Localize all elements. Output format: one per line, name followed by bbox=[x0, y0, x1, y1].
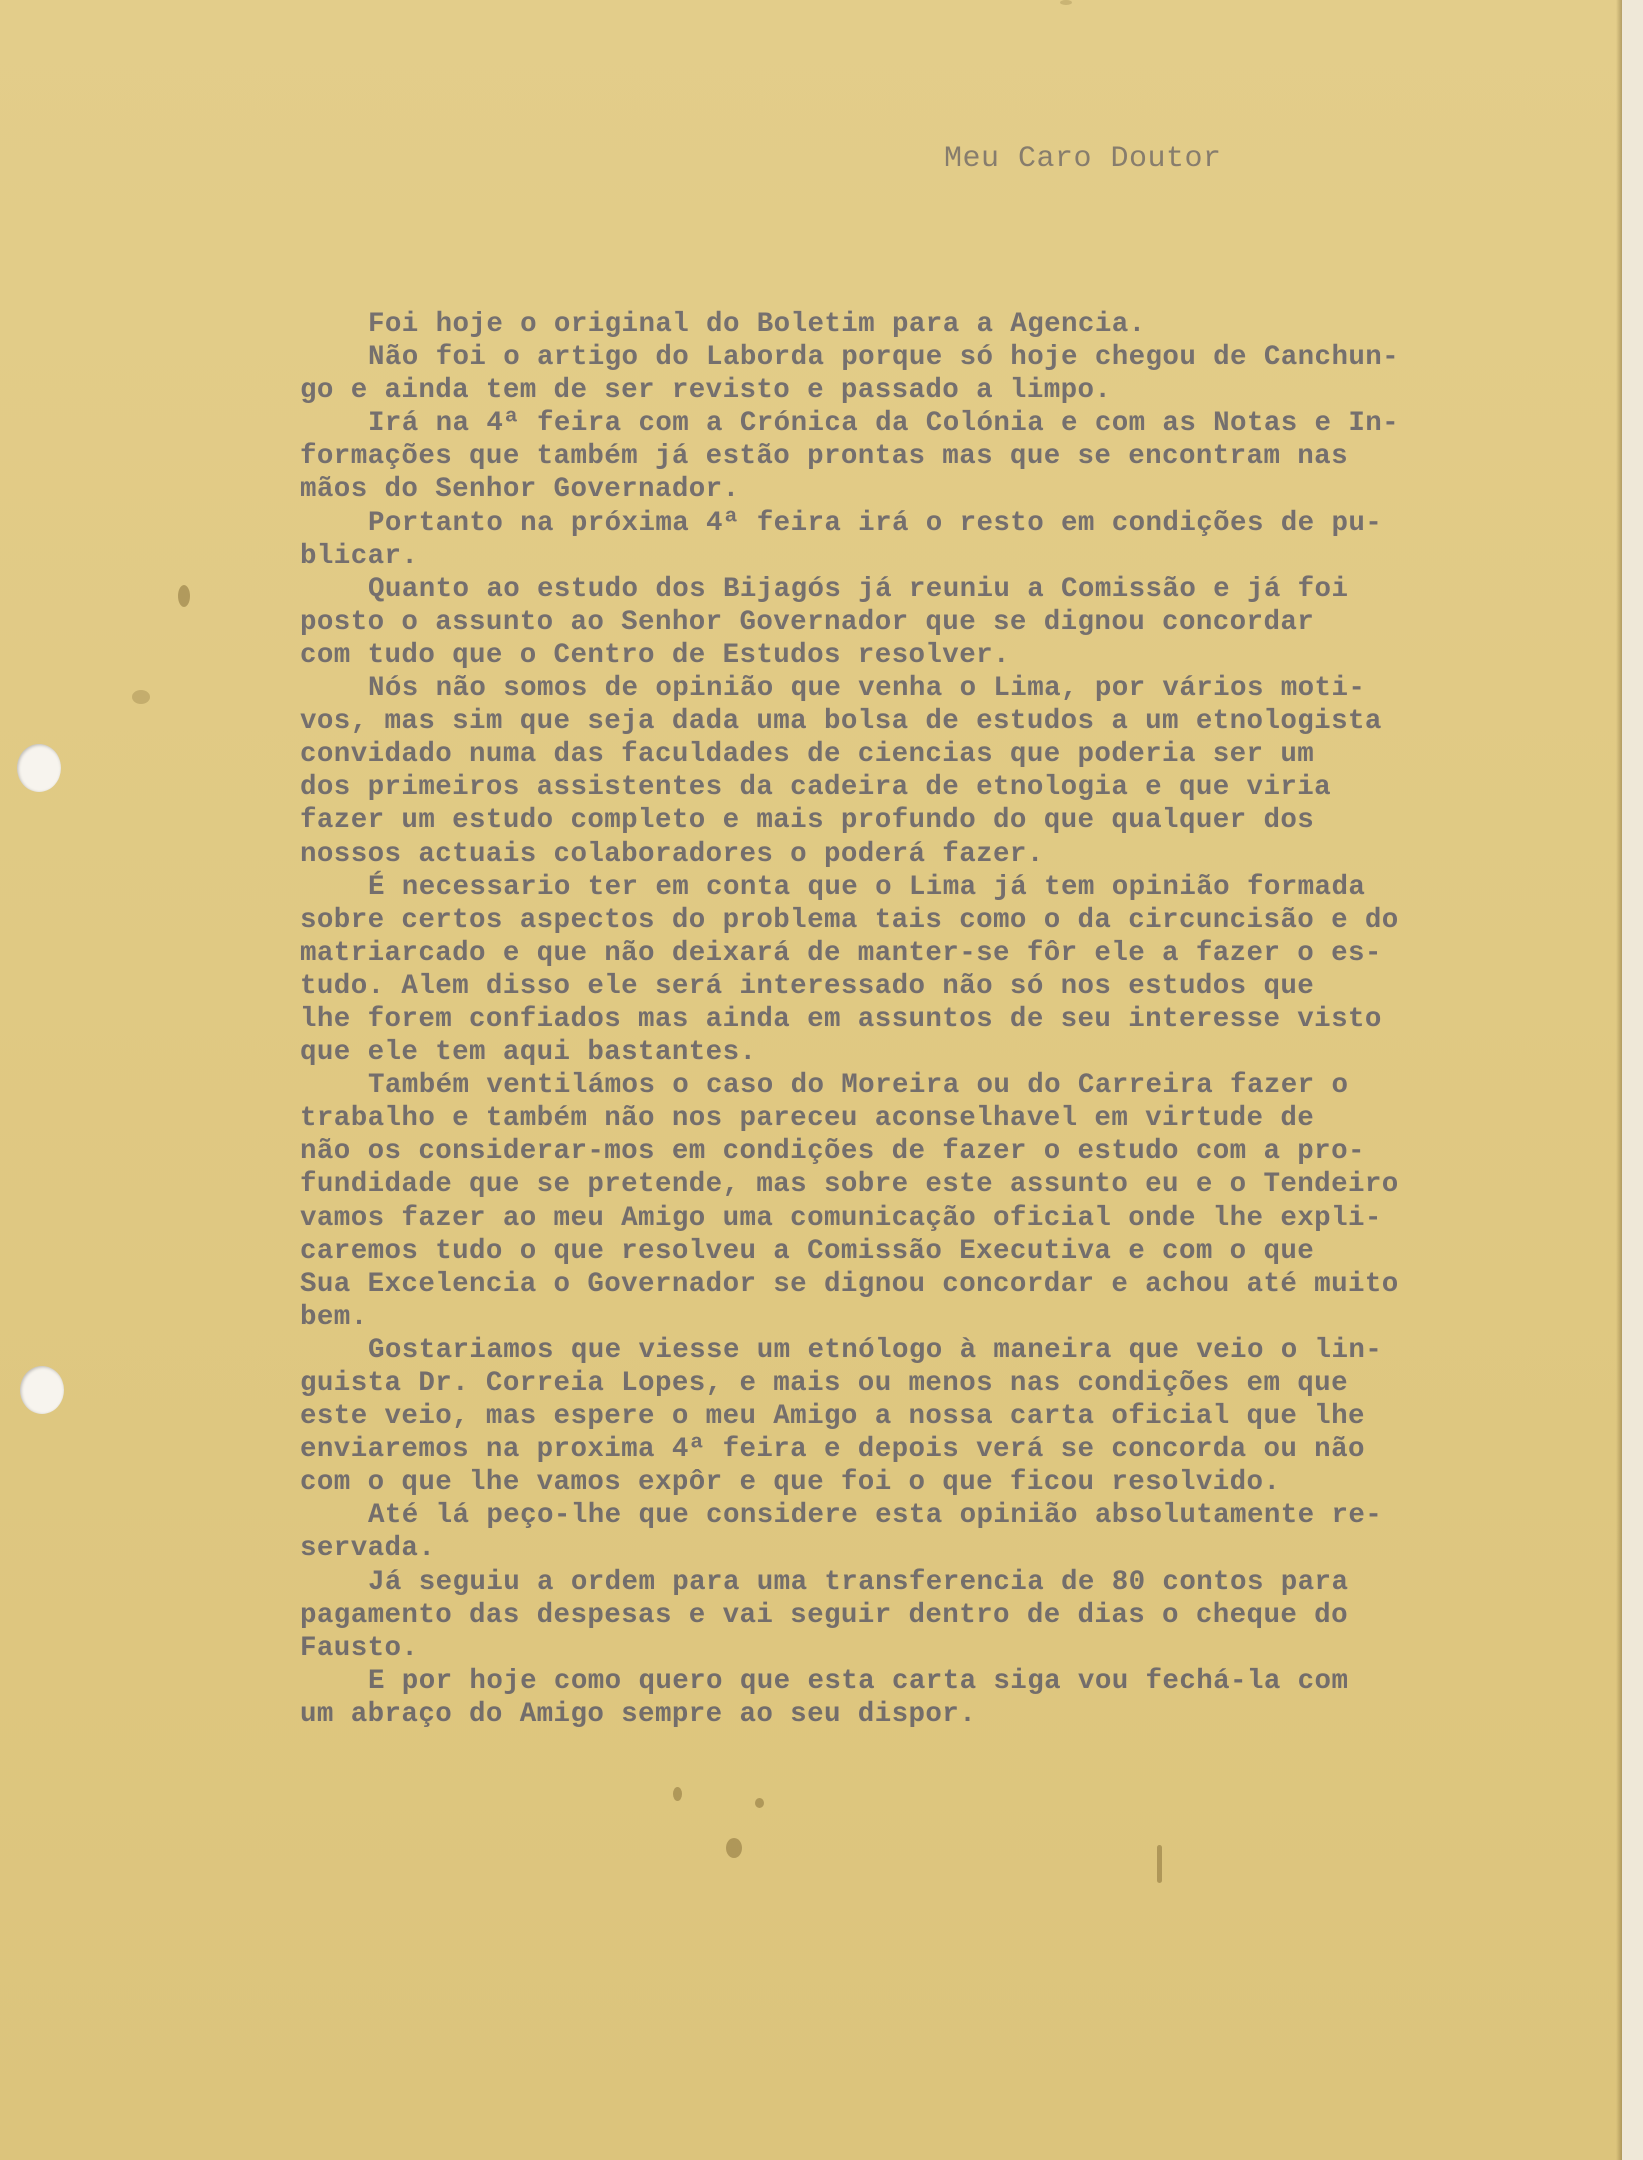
letter-line: bem. bbox=[300, 1301, 368, 1333]
letter-line: Não foi o artigo do Laborda porque só hoje chegou de Canchun- bbox=[368, 342, 1400, 374]
letter-line: servada. bbox=[300, 1533, 436, 1565]
letter-line: lhe forem confiados mas ainda em assuntos de seu interesse visto bbox=[300, 1003, 1382, 1035]
letter-line: dos primeiros assistentes da cadeira de etnologia e que viria bbox=[300, 772, 1332, 804]
letter-line: Sua Excelencia o Governador se dignou concordar e achou até muito bbox=[300, 1268, 1399, 1300]
letter-line: Também ventilámos o caso do Moreira ou do Carreira fazer o bbox=[368, 1070, 1349, 1102]
salutation: Meu Caro Doutor bbox=[944, 142, 1222, 176]
letter-line: vos, mas sim que seja dada uma bolsa de estudos a um etnologista bbox=[300, 706, 1382, 738]
letter-line: não os considerar-mos em condições de fazer o estudo com a pro- bbox=[300, 1136, 1365, 1168]
punch-hole bbox=[17, 744, 61, 792]
letter-line: Gostariamos que viesse um etnólogo à maneira que veio o lin- bbox=[368, 1334, 1383, 1366]
letter-line: Já seguiu a ordem para uma transferencia de 80 contos para bbox=[368, 1566, 1349, 1598]
letter-line: nossos actuais colaboradores o poderá fazer. bbox=[300, 838, 1044, 870]
letter-line: com o que lhe vamos expôr e que foi o que ficou resolvido. bbox=[300, 1467, 1281, 1499]
scan-background-strip bbox=[1622, 0, 1643, 2160]
letter-line: convidado numa das faculdades de ciencias que poderia ser um bbox=[300, 739, 1315, 771]
ink-stain bbox=[1157, 1845, 1162, 1883]
letter-line: trabalho e também não nos pareceu aconselhavel em virtude de bbox=[300, 1103, 1315, 1135]
letter-line: fundidade que se pretende, mas sobre este assunto eu e o Tendeiro bbox=[300, 1169, 1399, 1201]
ink-stain bbox=[132, 690, 150, 704]
letter-line: Irá na 4ª feira com a Crónica da Colónia e com as Notas e In- bbox=[368, 408, 1400, 440]
letter-line: Portanto na próxima 4ª feira irá o resto em condições de pu- bbox=[368, 507, 1383, 539]
letter-line: pagamento das despesas e vai seguir dentro de dias o cheque do bbox=[300, 1599, 1348, 1631]
letter-line: Foi hoje o original do Boletim para a Agencia. bbox=[368, 309, 1146, 340]
letter-line: matriarcado e que não deixará de manter-se fôr ele a fazer o es- bbox=[300, 937, 1382, 969]
letter-body bbox=[300, 308, 1600, 1731]
letter-line: tudo. Alem disso ele será interessado não só nos estudos que bbox=[300, 970, 1315, 1002]
punch-hole bbox=[20, 1366, 64, 1414]
letter-line: um abraço do Amigo sempre ao seu dispor. bbox=[300, 1698, 977, 1730]
letter-line: posto o assunto ao Senhor Governador que se dignou concordar bbox=[300, 606, 1315, 638]
letter-line: vamos fazer ao meu Amigo uma comunicação oficial onde lhe expli- bbox=[300, 1202, 1382, 1234]
letter-line: sobre certos aspectos do problema tais como o da circuncisão e do bbox=[300, 904, 1399, 936]
letter-line: mãos do Senhor Governador. bbox=[300, 474, 740, 506]
letter-line: que ele tem aqui bastantes. bbox=[300, 1037, 757, 1069]
letter-line: formações que também já estão prontas mas que se encontram nas bbox=[300, 441, 1348, 473]
letter-line: com tudo que o Centro de Estudos resolver. bbox=[300, 639, 1010, 671]
letter-line: blicar. bbox=[300, 540, 419, 572]
letter-line: Nós não somos de opinião que venha o Lima, por vários moti- bbox=[368, 673, 1366, 705]
letter-line: fazer um estudo completo e mais profundo do que qualquer dos bbox=[300, 805, 1315, 837]
letter-line: Até lá peço-lhe que considere esta opinião absolutamente re- bbox=[368, 1500, 1383, 1532]
ink-stain bbox=[755, 1798, 764, 1808]
letter-line: caremos tudo o que resolveu a Comissão Executiva e com o que bbox=[300, 1235, 1315, 1267]
ink-stain bbox=[1060, 0, 1072, 5]
letter-line: enviaremos na proxima 4ª feira e depois verá se concorda ou não bbox=[300, 1434, 1365, 1466]
letter-line: É necessario ter em conta que o Lima já tem opinião formada bbox=[368, 871, 1366, 903]
ink-stain bbox=[673, 1787, 682, 1801]
letter-line: Fausto. bbox=[300, 1632, 419, 1664]
letter-line: E por hoje como quero que esta carta siga vou fechá-la com bbox=[368, 1665, 1349, 1697]
letter-line: go e ainda tem de ser revisto e passado a limpo. bbox=[300, 375, 1112, 407]
letter-line: guista Dr. Correia Lopes, e mais ou menos nas condições em que bbox=[300, 1368, 1348, 1399]
ink-stain bbox=[178, 585, 190, 607]
letter-line: este veio, mas espere o meu Amigo a nossa carta oficial que lhe bbox=[300, 1401, 1365, 1433]
ink-stain bbox=[726, 1838, 742, 1858]
letter-line: Quanto ao estudo dos Bijagós já reuniu a Comissão e já foi bbox=[368, 573, 1349, 605]
